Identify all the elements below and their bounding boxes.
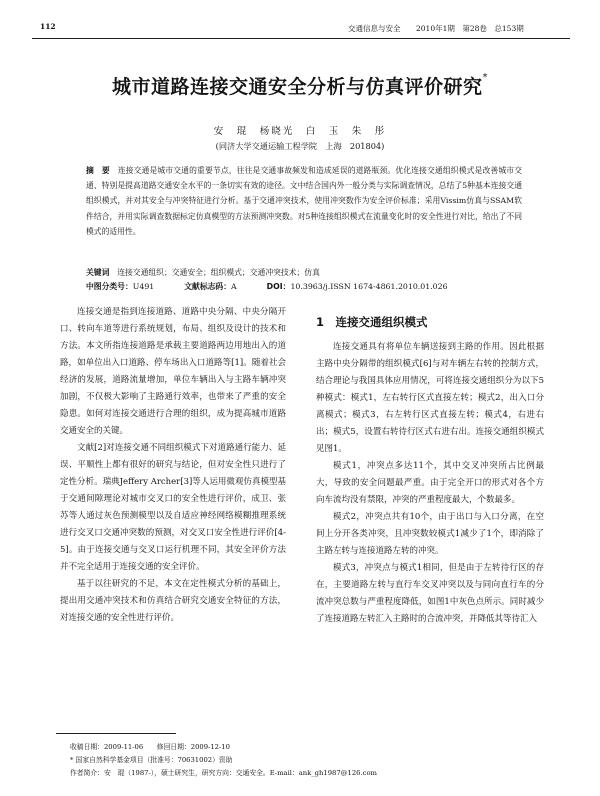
clc-label: 中图分类号： — [86, 282, 133, 291]
abstract-label: 摘 要 — [86, 166, 110, 175]
left-column — [60, 304, 286, 627]
doi-label: DOI： — [266, 282, 291, 291]
abstract-text: 连接交通是城市交通的重要节点，往往是交通事故频发和造成延误的道路瓶颈。优化连接交通组织模式是改善城市交通、特别是提高道路交通安全水平的一条切实有效的途径。文中结合国内外一般分类与实际调查情况，总结了5种基本连接交通组织模式，并对其安全与冲突特征进行分析。基于交通冲突技术，使用冲突数作为安全评价标准；采用Vissim仿真与SSAM软件结合，并用实际调查数据标定仿真模型的方法预测冲突数。对5种连接组织模式在流量变化时的安全性进行对比，给出了不同模式的适用性。 — [86, 166, 523, 236]
keywords — [86, 266, 522, 280]
title-footnote-mark: * — [482, 72, 488, 83]
right-paragraph: 模式1，冲突点多达11个，其中交叉冲突所占比例最大，导致的安全问题最严重。由于完全开口的形式对各个方向车流均没有禁限，冲突的严重程度最大，个数最多。 — [316, 461, 544, 505]
right-paragraph: 模式2，冲突点共有10个，由于出口与入口分离，在空间上分开各类冲突，且冲突数较模式1减少了1个，即消除了主路左转与连接道路左转的冲突。 — [316, 512, 544, 556]
journal-name: 交通信息与安全 — [348, 24, 401, 33]
header-rule — [32, 38, 570, 39]
section-heading: 1 连接交通组织模式 — [316, 315, 428, 329]
footnote-received: 收稿日期：2009-11-06 修回日期：2009-12-10 — [70, 743, 230, 751]
paper-title-text: 城市道路连接交通安全分析与仿真评价研究 — [111, 76, 483, 98]
page-number: 112 — [40, 22, 56, 31]
footnote-author: 作者简介：安 琨（1987-），硕士研究生，研究方向：交通安全。E-mail：ank_gh1987@126.com — [70, 769, 377, 777]
paper-title — [0, 72, 600, 99]
right-paragraph: 模式3，冲突点与模式1相同，但是由于左转待行区的存在，主要道路左转与直行车交叉冲突以及与同向直行车的分流冲突总数与严重程度降低，如图1中灰色点所示。同时减少了连接道路左转汇入主路时的合流冲突，并降低其等待汇入 — [316, 563, 544, 624]
doi-value: 10.3963/j.ISSN 1674-4861.2010.01.026 — [290, 282, 448, 291]
classification-line — [86, 280, 522, 294]
left-paragraph: 连接交通是指到连接道路、道路中央分隔、中央分隔开口、转向车道等进行系统规划，布局、组织及设计的技术和方法。本文所指连接道路是承载主要道路两边用地出入的道路，如单位出入口道路、停车场出入口道路等[1]。随着社会经济的发展，道路流量增加，单位车辆出入与主路车辆冲突加剧，不仅极大影响了主路通行效率，也带来了严重的安全隐患。如何对连接交通进行合理的组织，成为提高城市道路交通安全的关键。 — [60, 307, 286, 436]
doc-code-label: 文献标志码： — [184, 282, 232, 291]
journal-issue: 2010年1期 第28卷 总153期 — [416, 24, 524, 33]
footnote-fund: * 国家自然科学基金项目（批准号：70631002）资助 — [70, 756, 233, 764]
doc-code: A — [231, 282, 237, 291]
clc-code: U491 — [132, 282, 155, 291]
keywords-label: 关键词 — [86, 268, 110, 277]
right-column — [316, 339, 544, 628]
author-list: 安 琨 杨晓光 白 玉 朱 彤 — [213, 126, 387, 137]
keywords-text: 连接交通组织；交通安全；组织模式；交通冲突技术；仿真 — [117, 268, 320, 277]
left-paragraph: 基于以往研究的不足，本文在定性模式分析的基础上，提出用交通冲突技术和仿真结合研究交通安全特征的方法，对连接交通的安全性进行评价。 — [60, 579, 286, 623]
affiliation: (同济大学交通运输工程学院 上海 201804) — [215, 141, 385, 151]
left-paragraph: 文献[2]对连接交通不同组织模式下对道路通行能力、延误、平顺性上都有很好的研究与结论，但对安全性只进行了定性分析。瑞典Jeffery Archer[3]等人运用微观仿真模型基于交通间隙理论对城市交叉口的安全性进行评价，成卫、张苏等人通过灰色预测模型以及自适应神经网络模糊推理系统进行交叉口交通冲突数的预测，对交叉口安全性进行评价[4-5]。由于连接交通与交叉口运行机理不同，其安全评价方法并不完全适用于连接交通的安全评价。 — [60, 443, 286, 572]
right-paragraph: 连接交通具有将单位车辆送接到主路的作用。因此根据主路中央分隔带的组织模式[6]与对车辆左右转的控制方式，结合理论与我国具体应用情况，可将连接交通组织分为以下5种模式：模式1，左右转行区式直接左转；模式2，出入口分离模式；模式3，右左转行区式直接左转；模式4，右进右出；模式5，设置右转待行区式右进右出。连接交通组织模式见图1。 — [316, 342, 544, 454]
abstract — [86, 163, 522, 239]
footnote-rule — [56, 733, 176, 734]
